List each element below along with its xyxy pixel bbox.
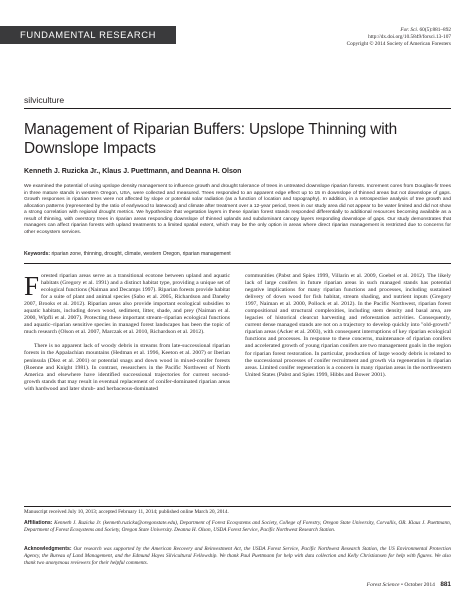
body-column-left [24, 273, 230, 400]
citation-journal: For. Sci. [400, 27, 419, 33]
footer-separator: • [400, 582, 403, 588]
citation-copyright: Copyright © 2014 Society of American Foresters [346, 41, 451, 48]
body-column-right [245, 273, 451, 386]
citation-volume: 60(5):881–892 [419, 27, 451, 33]
keywords-divider [24, 263, 451, 264]
keywords [24, 251, 451, 257]
page-footer [367, 581, 451, 588]
keywords-text: riparian zone, thinning, drought, climate, western Oregon, riparian management [51, 251, 231, 257]
acknowledgments-text: Our research was supported by the American Recovery and Reinvestment Act, the USDA Forest Service, Pacific Northwest Research Station, the US Environmental Protection Agency, the Bureau of Land Management, and the Edmund Hayes Silvicultural Fellowship. We thank Paul Puettmann for help with data collection and Kelly Christiansen for help with figures. We also thank two anonymous reviewers for their helpful comments. [24, 546, 452, 566]
banner-text: FUNDAMENTAL RESEARCH [20, 29, 156, 40]
article-title: Management of Riparian Buffers: Upslope Thinning with Downslope Impacts [24, 121, 398, 157]
article-authors: Kenneth J. Ruzicka Jr., Klaus J. Puettmann, and Deanna H. Olson [24, 168, 242, 175]
body-paragraph: Forested riparian areas serve as a transitional ecotone between upland and aquatic habitats (Gregory et al. 1991) and a distinct habitat type, providing a unique set of ecological functions (Naiman and Decamps 1997). Riparian forests provide habitat for a suite of plant and animal species (Sabo et al. 2005, Richardson and Danehy 2007, Brooks et al. 2012). Riparian areas also provide important ecological subsidies to aquatic habitats, including down wood, sediment, litter, shade, and prey (Naiman et al. 2000, Wipfli et al. 2007). Protecting these important stream–riparian ecological functions and aquatic–riparian sensitive species in managed forest landscapes has been the topic of much research (Olson et al. 2007, Marczak et al. 2010, Richardson et al. 2012). [24, 271, 230, 336]
body-paragraph: There is no apparent lack of woody debris in streams from late-successional riparian forests in the Appalachian mountains (Hedman et al. 1996, Keeton et al. 2007) or Iberian peninsula (Diez et al. 2001) or potential snags and down wood in mixed-conifer forests (Roenne and Knight 1981). In contrast, researchers in the Pacific Northwest of North America and elsewhere have identified successional trajectories for current second-growth stands that may result in eventual replacement of conifer-dominated riparian areas with hardwood and later shrub- and herbaceous-dominated [24, 343, 230, 392]
page-number: 881 [440, 581, 451, 588]
affiliations-text: Kenneth J. Ruzicka Jr. (kenneth.ruzicka@oregonstate.edu), Department of Forest Ecosystems and Society, College of Forestry, Oregon State University, Corvallis, OR. Klaus J. Puettmann, Department of Forest Ecosystems and Society, Oregon State University. Deanna H. Olson, USDA Forest Service, Pacific Northwest Research Station. [24, 520, 452, 533]
section-label: silviculture [24, 95, 65, 105]
article-abstract: We examined the potential of using upslope density management to influence growth and drought tolerance of trees in untreated downslope riparian forests. Increment cores from Douglas-fir trees in three mature stands in western Oregon, USA, were collected and measured. Trees responded to an apparent edge effect up to 15 m downslope of thinned areas but not downslope of gaps. Growth responses in riparian trees were not affected by slope or potential solar radiation (as a function of location and topography). In addition, in a retrospective analysis of tree growth and allocation patterns (represented by the ratio of earlywood to latewood) and climate after treatment over a 12-year period, trees in our study area did not appear to be water limited and did not show a strong correlation with regional drought metrics. We hypothesize that vegetation layers in these riparian forest stands responded differentially to additional resources becoming available as a result of thinning, with overstory trees in riparian areas responding downslope of thinned uplands and subdominant canopy layers responding downslope of gaps. Our study demonstrates that managers can affect riparian forests with upland treatments to a limited spatial extent, which may be the only option in areas where direct riparian management is restricted due to concerns for other ecosystem services. [24, 184, 451, 235]
acknowledgments [24, 546, 451, 566]
affiliations-label: Affiliations: [24, 520, 53, 526]
manuscript-dates: Manuscript received July 10, 2013; accepted February 11, 2014; published online March 20, 2014. [24, 509, 229, 515]
keywords-label: Keywords: [24, 251, 51, 257]
affiliations [24, 520, 451, 534]
section-divider [24, 108, 451, 109]
footnote-divider [24, 506, 451, 507]
citation-block [347, 27, 451, 48]
footer-date: October 2014 [404, 582, 435, 588]
drop-cap: F [24, 271, 40, 301]
body-paragraph: communities (Pabst and Spies 1999, Villarin et al. 2009, Goebel et al. 2012). The likely lack of large conifers in future riparian areas in such managed stands has potential negative implications for many riparian functions and processes, including sustained delivery of down wood for fish habitat, stream shading, and nutrient inputs (Gregory 1997, Naiman et al. 2000, Pollock et al. 2012). In the Pacific Northwest, riparian forest compositional and structural complexities, including stem density and basal area, are legacies of historical clearcut harvesting and reforestation activities. Consequently, current dense managed stands are not on a trajectory to develop quickly into "old-growth" riparian areas (Acker et al. 2003), with consequent interruptions of key riparian ecological functions and processes. In response to these concerns, maintenance of riparian conifers and accelerated growth of young riparian conifers are two management goals in the region for riparian forest restoration. In particular, production of large woody debris is related to the successional processes of conifer recruitment and growth via regeneration in riparian areas. Limited conifer regeneration is a concern in many riparian areas in the northwestern United States (Pabst and Spies 1999, Hibbs and Bower 2001). [245, 273, 451, 378]
section-banner [0, 26, 176, 44]
acknowledgments-label: Acknowledgments: [24, 546, 72, 552]
footer-journal: Forest Science [366, 582, 400, 588]
citation-doi[interactable]: http://dx.doi.org/10.5849/forsci.13-107 [368, 34, 451, 41]
